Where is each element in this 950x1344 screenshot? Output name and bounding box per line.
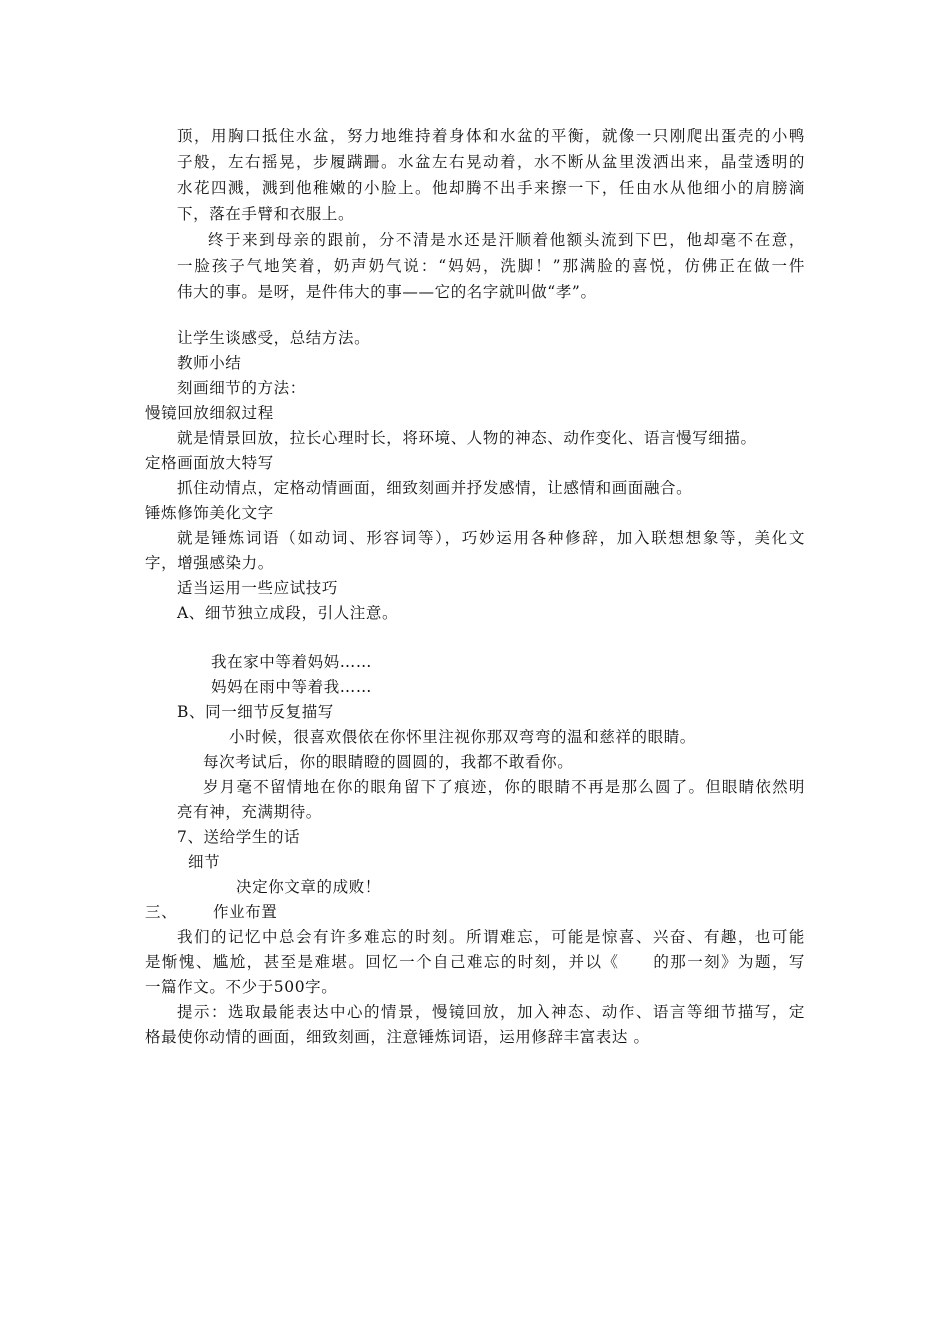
section-3-title: 作业布置 <box>213 903 278 921</box>
method3-text-line2: 字，增强感染力。 <box>145 554 274 572</box>
method1-title: 慢镜回放细叙过程 <box>145 404 274 422</box>
homework-line-1: 我们的记忆中总会有许多难忘的时刻。所谓难忘，可能是惊喜、兴奋、有趣，也可能 <box>177 928 805 946</box>
method3-text-line1: 就是锤炼词语（如动词、形容词等），巧妙运用各种修辞，加入联想想象等，美化文 <box>177 529 805 547</box>
hint-line-1: 提示：选取最能表达中心的情景，慢镜回放，加入神态、动作、语言等细节描写，定 <box>177 1003 805 1021</box>
story-line-5: 终于来到母亲的跟前，分不清是水还是汗顺着他额头流到下巴，他却毫不在意， <box>208 231 805 249</box>
example-b3-line1: 岁月毫不留情地在你的眼角留下了痕迹，你的眼睛不再是那么圆了。但眼睛依然明 <box>203 778 805 796</box>
story-line-4: 下，落在手臂和衣服上。 <box>177 205 355 223</box>
story-line-1: 顶，用胸口抵住水盆，努力地维持着身体和水盆的平衡，就像一只刚爬出蛋壳的小鸭 <box>177 127 805 145</box>
example-b3-line2: 亮有神，充满期待。 <box>177 803 322 821</box>
method2-text: 抓住动情点，定格动情画面，细致刻画并抒发感情，让感情和画面融合。 <box>177 479 693 497</box>
gift-line-2: 决定你文章的成败！ <box>236 878 381 896</box>
exam-skills: 适当运用一些应试技巧 <box>177 579 339 597</box>
story-line-3: 水花四溅，溅到他稚嫩的小脸上。他却腾不出手来擦一下，任由水从他细小的肩膀滴 <box>177 179 805 197</box>
example-b1: 小时候，很喜欢偎依在你怀里注视你那双弯弯的温和慈祥的眼睛。 <box>229 728 696 746</box>
example-b2: 每次考试后，你的眼睛瞪的圆圆的，我都不敢看你。 <box>203 753 574 771</box>
methods-title: 刻画细节的方法： <box>177 379 306 397</box>
gift-line-1: 细节 <box>188 853 221 871</box>
homework-line-2: 是惭愧、尴尬，甚至是难堪。回忆一个自己难忘的时刻，并以《 的那一刻》为题，写 <box>145 953 805 971</box>
teacher-summary: 教师小结 <box>177 354 242 372</box>
skill-a: A、细节独立成段，引人注意。 <box>177 604 399 622</box>
story-line-2: 子般，左右摇晃，步履蹒跚。水盆左右晃动着，水不断从盆里泼洒出来，晶莹透明的 <box>177 153 805 171</box>
story-line-6: 一脸孩子气地笑着，奶声奶气说：“妈妈，洗脚！”那满脸的喜悦，仿佛正在做一件 <box>177 257 805 275</box>
example-a2: 妈妈在雨中等着我…… <box>211 678 373 696</box>
section-7-title: 7、送给学生的话 <box>177 828 301 846</box>
example-a1: 我在家中等着妈妈…… <box>211 653 373 671</box>
method3-title: 锤炼修饰美化文字 <box>145 504 274 522</box>
method2-title: 定格画面放大特写 <box>145 454 274 472</box>
discussion-text: 让学生谈感受，总结方法。 <box>177 329 371 347</box>
hint-line-2: 格最使你动情的画面，细致刻画，注意锤炼词语，运用修辞丰富表达 。 <box>145 1028 650 1046</box>
method1-text: 就是情景回放，拉长心理时长，将环境、人物的神态、动作变化、语言慢写细描。 <box>177 429 757 447</box>
section-3-number: 三、 <box>145 903 178 921</box>
skill-b: B、同一细节反复描写 <box>177 703 334 721</box>
story-line-7: 伟大的事。是呀，是件伟大的事——它的名字就叫做“孝”。 <box>177 283 597 301</box>
homework-line-3: 一篇作文。不少于500字。 <box>145 978 338 996</box>
